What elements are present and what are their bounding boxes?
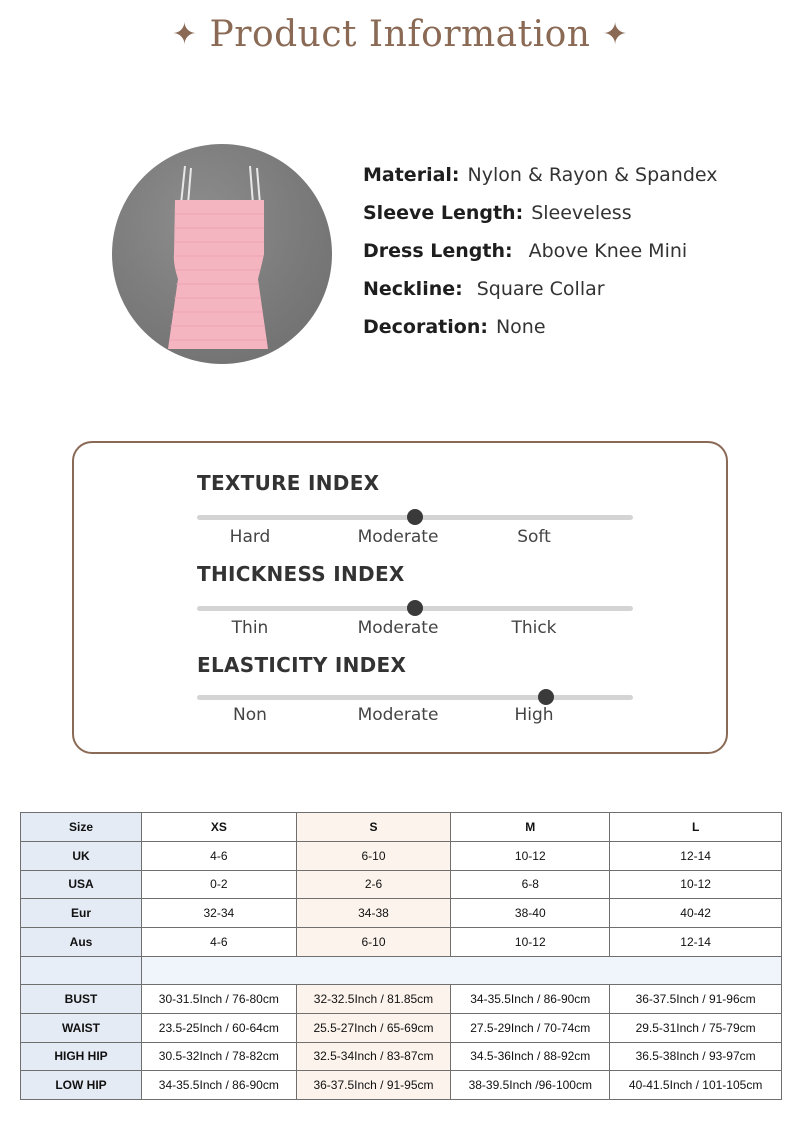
table-cell: Eur [21,899,142,928]
index-knob [538,689,554,705]
index-label-mid: Moderate [357,527,439,547]
table-cell: 30-31.5Inch / 76-80cm [142,984,297,1013]
table-cell: 23.5-25Inch / 60-64cm [142,1013,297,1042]
table-cell: 29.5-31Inch / 75-79cm [610,1013,782,1042]
sparkle-icon: ✦ [602,17,629,52]
dress-image [112,144,332,364]
table-cell: 6-10 [296,841,451,870]
spec-decoration: Decoration: None [363,316,546,338]
spec-sleeve-length: Sleeve Length: Sleeveless [363,202,632,224]
table-cell: 34-35.5Inch / 86-90cm [142,1071,297,1100]
index-track [197,695,633,700]
table-cell: 32-32.5Inch / 81.85cm [296,984,451,1013]
elasticity-index [197,653,633,725]
table-cell: 10-12 [451,841,610,870]
table-cell: Aus [21,928,142,957]
table-spacer-row [21,956,782,984]
table-cell: 40-42 [610,899,782,928]
size-chart-table [20,812,782,1100]
texture-index [197,471,633,547]
index-label-high: Thick [511,618,557,638]
table-cell: 38-39.5Inch /96-100cm [451,1071,610,1100]
table-cell [142,956,782,984]
fabric-index-panel [72,441,728,754]
index-title: TEXTURE INDEX [197,471,380,495]
table-cell: 4-6 [142,841,297,870]
product-photo [112,144,332,364]
table-row [21,928,782,957]
table-cell: XS [142,813,297,842]
table-cell [21,956,142,984]
table-cell: 40-41.5Inch / 101-105cm [610,1071,782,1100]
table-cell: HIGH HIP [21,1042,142,1071]
table-cell: 12-14 [610,928,782,957]
table-cell: 30.5-32Inch / 78-82cm [142,1042,297,1071]
table-cell: S [296,813,451,842]
index-label-low: Hard [229,527,271,547]
table-cell: WAIST [21,1013,142,1042]
spec-material: Material: Nylon & Rayon & Spandex [363,164,718,186]
table-cell: 6-10 [296,928,451,957]
spec-list [363,158,718,348]
index-label-high: High [514,705,554,725]
table-header-row [21,813,782,842]
table-row [21,870,782,899]
table-cell: 32.5-34Inch / 83-87cm [296,1042,451,1071]
table-cell: Size [21,813,142,842]
table-cell: 36-37.5Inch / 91-96cm [610,984,782,1013]
table-cell: USA [21,870,142,899]
index-label-mid: Moderate [357,705,439,725]
table-cell: M [451,813,610,842]
table-row [21,899,782,928]
table-row [21,984,782,1013]
table-cell: 34-35.5Inch / 86-90cm [451,984,610,1013]
table-cell: 34.5-36Inch / 88-92cm [451,1042,610,1071]
table-cell: 32-34 [142,899,297,928]
table-cell: L [610,813,782,842]
table-row [21,1042,782,1071]
index-title: THICKNESS INDEX [197,562,405,586]
page-title-text: Product Information [209,14,591,55]
table-cell: 36-37.5Inch / 91-95cm [296,1071,451,1100]
table-cell: UK [21,841,142,870]
table-row [21,841,782,870]
table-cell: 27.5-29Inch / 70-74cm [451,1013,610,1042]
table-cell: 0-2 [142,870,297,899]
spec-neckline: Neckline: Square Collar [363,278,605,300]
index-title: ELASTICITY INDEX [197,653,407,677]
table-cell: 12-14 [610,841,782,870]
table-row [21,1013,782,1042]
spec-dress-length: Dress Length: Above Knee Mini [363,240,688,262]
index-label-low: Non [233,705,267,725]
thickness-index [197,562,633,638]
index-knob [407,509,423,525]
table-cell: 10-12 [610,870,782,899]
page-title [0,14,800,55]
table-cell: 34-38 [296,899,451,928]
table-cell: BUST [21,984,142,1013]
table-cell: 38-40 [451,899,610,928]
index-label-low: Thin [231,618,269,638]
table-cell: 36.5-38Inch / 93-97cm [610,1042,782,1071]
index-label-mid: Moderate [357,618,439,638]
index-knob [407,600,423,616]
index-label-high: Soft [517,527,551,547]
table-cell: 6-8 [451,870,610,899]
sparkle-icon: ✦ [171,17,198,52]
table-cell: 10-12 [451,928,610,957]
table-row [21,1071,782,1100]
table-cell: 25.5-27Inch / 65-69cm [296,1013,451,1042]
table-cell: 2-6 [296,870,451,899]
table-cell: 4-6 [142,928,297,957]
table-cell: LOW HIP [21,1071,142,1100]
